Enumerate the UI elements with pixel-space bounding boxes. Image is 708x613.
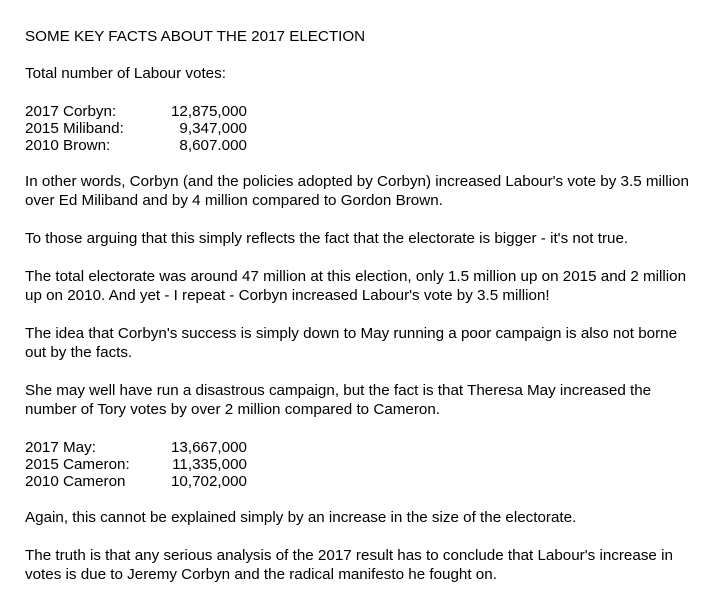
tory-votes-table [25,438,695,489]
paragraph: The total electorate was around 47 million at this election, only 1.5 million up on 2015 and 2 million up on 2010. And yet - I repeat - Corbyn increased Labour's vote by 3.5 million! [25,268,687,304]
row-value: 12,875,000 [170,103,247,120]
row-value: 10,702,000 [170,473,247,490]
paragraph: The idea that Corbyn's success is simply down to May running a poor campaign is also not borne out by the facts. [25,325,678,361]
row-label: 2010 Brown: [25,137,111,154]
paragraph: She may well have run a disastrous campaign, but the fact is that Theresa May increased the number of Tory votes by over 2 million compared to Cameron. [25,382,652,418]
row-label: 2017 Corbyn: [25,103,117,120]
labour-heading: Total number of Labour votes: [25,65,226,82]
row-label: 2010 Cameron [25,473,126,490]
row-label: 2015 Cameron: [25,456,130,473]
table-row [25,119,695,136]
paragraph: Again, this cannot be explained simply by an increase in the size of the electorate. [25,509,577,526]
row-value: 13,667,000 [170,439,247,456]
row-label: 2017 May: [25,439,96,456]
document [25,27,695,603]
row-value: 8,607.000 [179,137,247,154]
labour-votes-table [25,102,695,153]
table-row [25,136,695,153]
document-title: SOME KEY FACTS ABOUT THE 2017 ELECTION [25,28,366,45]
paragraph: The truth is that any serious analysis of the 2017 result has to conclude that Labour's increase in votes is due to Jeremy Corbyn and the radical manifesto he fought on. [25,547,673,583]
row-value: 9,347,000 [179,120,247,137]
row-label: 2015 Miliband: [25,120,124,137]
table-row [25,102,695,119]
paragraph: To those arguing that this simply reflects the fact that the electorate is bigger - it's not true. [25,230,629,247]
table-row [25,455,695,472]
table-row [25,472,695,489]
row-value: 11,335,000 [172,456,247,473]
table-row [25,438,695,455]
paragraph: In other words, Corbyn (and the policies adopted by Corbyn) increased Labour's vote by 3.5 million over Ed Miliband and by 4 million compared to Gordon Brown. [25,173,689,209]
